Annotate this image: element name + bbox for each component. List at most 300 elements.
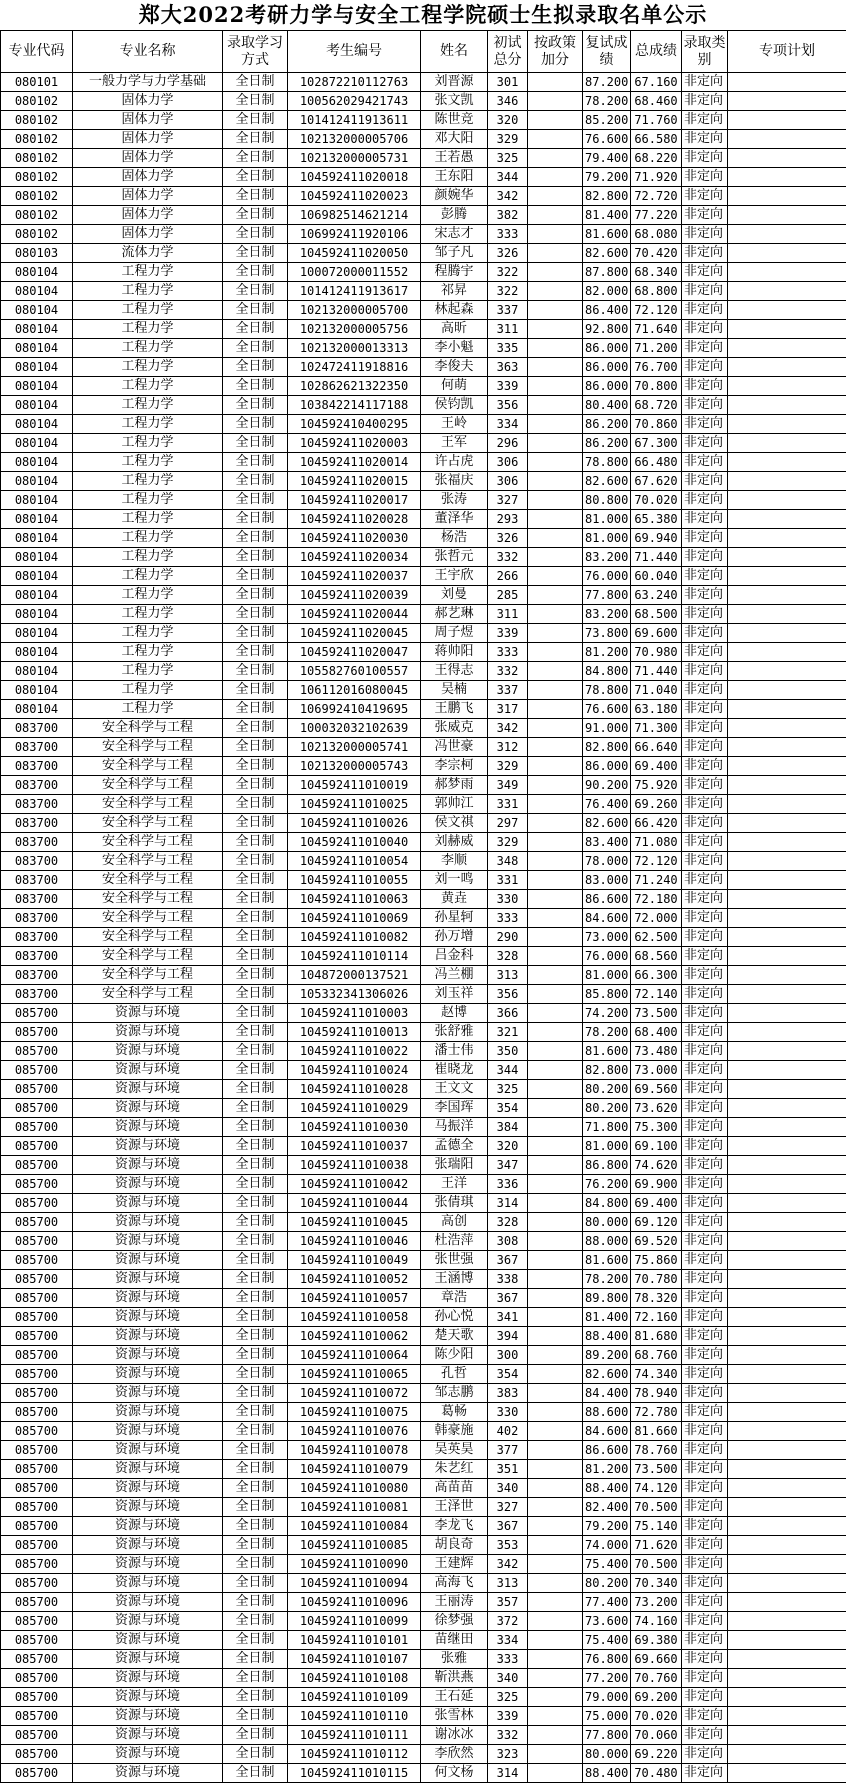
retest-score-cell: 81.600 — [583, 225, 631, 244]
total-score-cell: 68.400 — [631, 1023, 682, 1042]
total-score-cell: 71.620 — [631, 1536, 682, 1555]
student-name-cell: 侯文祺 — [421, 814, 488, 833]
initial-score-cell: 349 — [488, 776, 528, 795]
student-name-cell: 邹子凡 — [421, 244, 488, 263]
study-mode-cell: 全日制 — [223, 966, 288, 985]
special-plan-cell — [728, 1612, 846, 1631]
retest-score-cell: 84.600 — [583, 909, 631, 928]
total-score-cell: 67.620 — [631, 472, 682, 491]
admission-category-cell: 非定向 — [682, 1213, 728, 1232]
special-plan-cell — [728, 1365, 846, 1384]
major-name-cell: 资源与环境 — [73, 1061, 223, 1080]
policy-bonus-cell — [528, 795, 583, 814]
study-mode-cell: 全日制 — [223, 719, 288, 738]
special-plan-cell — [728, 1156, 846, 1175]
major-code-cell: 085700 — [1, 1669, 73, 1688]
retest-score-cell: 80.000 — [583, 1213, 631, 1232]
initial-score-cell: 313 — [488, 966, 528, 985]
study-mode-cell: 全日制 — [223, 1460, 288, 1479]
total-score-cell: 71.640 — [631, 320, 682, 339]
special-plan-cell — [728, 1118, 846, 1137]
student-name-cell: 王东阳 — [421, 168, 488, 187]
table-row — [1, 1517, 846, 1536]
total-score-cell: 78.760 — [631, 1441, 682, 1460]
major-name-cell: 安全科学与工程 — [73, 966, 223, 985]
retest-score-cell: 81.200 — [583, 1460, 631, 1479]
major-name-cell: 工程力学 — [73, 662, 223, 681]
table-row — [1, 1403, 846, 1422]
exam-id-cell: 104592411020037 — [288, 567, 421, 586]
major-name-cell: 工程力学 — [73, 491, 223, 510]
table-row — [1, 1650, 846, 1669]
major-code-cell: 080104 — [1, 415, 73, 434]
retest-score-cell: 73.800 — [583, 624, 631, 643]
policy-bonus-cell — [528, 1403, 583, 1422]
table-row — [1, 1498, 846, 1517]
retest-score-cell: 76.000 — [583, 567, 631, 586]
special-plan-cell — [728, 814, 846, 833]
major-name-cell: 资源与环境 — [73, 1688, 223, 1707]
admission-category-cell: 非定向 — [682, 947, 728, 966]
retest-score-cell: 87.200 — [583, 73, 631, 92]
student-name-cell: 陈世竞 — [421, 111, 488, 130]
major-name-cell: 资源与环境 — [73, 1042, 223, 1061]
student-name-cell: 郝梦雨 — [421, 776, 488, 795]
major-name-cell: 资源与环境 — [73, 1669, 223, 1688]
admission-category-cell: 非定向 — [682, 92, 728, 111]
study-mode-cell: 全日制 — [223, 491, 288, 510]
initial-score-cell: 322 — [488, 263, 528, 282]
retest-score-cell: 86.200 — [583, 434, 631, 453]
major-name-cell: 资源与环境 — [73, 1346, 223, 1365]
table-row — [1, 833, 846, 852]
study-mode-cell: 全日制 — [223, 624, 288, 643]
table-row — [1, 1327, 846, 1346]
admission-category-cell: 非定向 — [682, 985, 728, 1004]
exam-id-cell: 104592411020028 — [288, 510, 421, 529]
total-score-cell: 68.500 — [631, 605, 682, 624]
admission-category-cell: 非定向 — [682, 434, 728, 453]
exam-id-cell: 104592411010084 — [288, 1517, 421, 1536]
major-name-cell: 安全科学与工程 — [73, 757, 223, 776]
major-name-cell: 安全科学与工程 — [73, 909, 223, 928]
study-mode-cell: 全日制 — [223, 339, 288, 358]
initial-score-cell: 334 — [488, 1631, 528, 1650]
policy-bonus-cell — [528, 567, 583, 586]
total-score-cell: 69.380 — [631, 1631, 682, 1650]
admission-category-cell: 非定向 — [682, 776, 728, 795]
initial-score-cell: 356 — [488, 396, 528, 415]
major-name-cell: 工程力学 — [73, 529, 223, 548]
policy-bonus-cell — [528, 244, 583, 263]
major-code-cell: 085700 — [1, 1194, 73, 1213]
major-code-cell: 080103 — [1, 244, 73, 263]
policy-bonus-cell — [528, 548, 583, 567]
admission-category-cell: 非定向 — [682, 1061, 728, 1080]
retest-score-cell: 78.200 — [583, 92, 631, 111]
total-score-cell: 68.340 — [631, 263, 682, 282]
policy-bonus-cell — [528, 320, 583, 339]
special-plan-cell — [728, 415, 846, 434]
exam-id-cell: 104592411010029 — [288, 1099, 421, 1118]
major-code-cell: 085700 — [1, 1498, 73, 1517]
total-score-cell: 71.040 — [631, 681, 682, 700]
retest-score-cell: 77.200 — [583, 1669, 631, 1688]
study-mode-cell: 全日制 — [223, 1536, 288, 1555]
major-code-cell: 085700 — [1, 1384, 73, 1403]
admission-category-cell: 非定向 — [682, 567, 728, 586]
initial-score-cell: 384 — [488, 1118, 528, 1137]
student-name-cell: 王鹏飞 — [421, 700, 488, 719]
initial-score-cell: 321 — [488, 1023, 528, 1042]
initial-score-cell: 348 — [488, 852, 528, 871]
study-mode-cell: 全日制 — [223, 1156, 288, 1175]
student-name-cell: 王得志 — [421, 662, 488, 681]
header-study-mode: 录取学习方式 — [223, 31, 288, 73]
special-plan-cell — [728, 73, 846, 92]
special-plan-cell — [728, 472, 846, 491]
study-mode-cell: 全日制 — [223, 1384, 288, 1403]
student-name-cell: 孙万增 — [421, 928, 488, 947]
table-row — [1, 1631, 846, 1650]
total-score-cell: 69.560 — [631, 1080, 682, 1099]
student-name-cell: 孙心悦 — [421, 1308, 488, 1327]
major-name-cell: 安全科学与工程 — [73, 947, 223, 966]
admission-category-cell: 非定向 — [682, 472, 728, 491]
study-mode-cell: 全日制 — [223, 225, 288, 244]
admission-category-cell: 非定向 — [682, 149, 728, 168]
policy-bonus-cell — [528, 1726, 583, 1745]
exam-id-cell: 104592411020014 — [288, 453, 421, 472]
special-plan-cell — [728, 1574, 846, 1593]
major-code-cell: 085700 — [1, 1650, 73, 1669]
policy-bonus-cell — [528, 263, 583, 282]
total-score-cell: 75.860 — [631, 1251, 682, 1270]
special-plan-cell — [728, 1460, 846, 1479]
student-name-cell: 胡良奇 — [421, 1536, 488, 1555]
retest-score-cell: 86.400 — [583, 301, 631, 320]
initial-score-cell: 367 — [488, 1289, 528, 1308]
student-name-cell: 陈少阳 — [421, 1346, 488, 1365]
exam-id-cell: 102132000005743 — [288, 757, 421, 776]
major-code-cell: 085700 — [1, 1479, 73, 1498]
policy-bonus-cell — [528, 757, 583, 776]
major-code-cell: 085700 — [1, 1612, 73, 1631]
policy-bonus-cell — [528, 1707, 583, 1726]
special-plan-cell — [728, 1479, 846, 1498]
retest-score-cell: 82.800 — [583, 738, 631, 757]
total-score-cell: 69.100 — [631, 1137, 682, 1156]
major-name-cell: 资源与环境 — [73, 1536, 223, 1555]
major-code-cell: 085700 — [1, 1745, 73, 1764]
major-code-cell: 083700 — [1, 795, 73, 814]
initial-score-cell: 337 — [488, 301, 528, 320]
exam-id-cell: 104592411010057 — [288, 1289, 421, 1308]
special-plan-cell — [728, 111, 846, 130]
retest-score-cell: 88.600 — [583, 1403, 631, 1422]
study-mode-cell: 全日制 — [223, 605, 288, 624]
total-score-cell: 69.220 — [631, 1745, 682, 1764]
initial-score-cell: 333 — [488, 909, 528, 928]
admission-category-cell: 非定向 — [682, 1612, 728, 1631]
retest-score-cell: 88.000 — [583, 1232, 631, 1251]
student-name-cell: 李小魁 — [421, 339, 488, 358]
retest-score-cell: 81.600 — [583, 1251, 631, 1270]
initial-score-cell: 314 — [488, 1764, 528, 1783]
student-name-cell: 张倩琪 — [421, 1194, 488, 1213]
study-mode-cell: 全日制 — [223, 1023, 288, 1042]
exam-id-cell: 104592411010064 — [288, 1346, 421, 1365]
study-mode-cell: 全日制 — [223, 130, 288, 149]
exam-id-cell: 104592411010028 — [288, 1080, 421, 1099]
policy-bonus-cell — [528, 453, 583, 472]
exam-id-cell: 104592411010075 — [288, 1403, 421, 1422]
major-name-cell: 资源与环境 — [73, 1289, 223, 1308]
major-code-cell: 085700 — [1, 1308, 73, 1327]
study-mode-cell: 全日制 — [223, 1707, 288, 1726]
major-name-cell: 资源与环境 — [73, 1726, 223, 1745]
major-name-cell: 资源与环境 — [73, 1251, 223, 1270]
study-mode-cell: 全日制 — [223, 320, 288, 339]
exam-id-cell: 102132000005731 — [288, 149, 421, 168]
major-code-cell: 080104 — [1, 320, 73, 339]
policy-bonus-cell — [528, 377, 583, 396]
major-name-cell: 资源与环境 — [73, 1612, 223, 1631]
table-row — [1, 453, 846, 472]
retest-score-cell: 79.000 — [583, 1688, 631, 1707]
retest-score-cell: 81.000 — [583, 510, 631, 529]
major-name-cell: 安全科学与工程 — [73, 719, 223, 738]
special-plan-cell — [728, 149, 846, 168]
initial-score-cell: 300 — [488, 1346, 528, 1365]
exam-id-cell: 102872210112763 — [288, 73, 421, 92]
initial-score-cell: 329 — [488, 757, 528, 776]
table-row — [1, 681, 846, 700]
policy-bonus-cell — [528, 434, 583, 453]
table-row — [1, 624, 846, 643]
total-score-cell: 68.560 — [631, 947, 682, 966]
retest-score-cell: 86.600 — [583, 890, 631, 909]
student-name-cell: 何文杨 — [421, 1764, 488, 1783]
total-score-cell: 72.000 — [631, 909, 682, 928]
initial-score-cell: 323 — [488, 1745, 528, 1764]
exam-id-cell: 104592411010044 — [288, 1194, 421, 1213]
special-plan-cell — [728, 1707, 846, 1726]
major-code-cell: 080102 — [1, 92, 73, 111]
policy-bonus-cell — [528, 1042, 583, 1061]
major-name-cell: 安全科学与工程 — [73, 776, 223, 795]
admission-category-cell: 非定向 — [682, 1574, 728, 1593]
total-score-cell: 69.200 — [631, 1688, 682, 1707]
exam-id-cell: 104592411010055 — [288, 871, 421, 890]
retest-score-cell: 86.600 — [583, 1441, 631, 1460]
initial-score-cell: 331 — [488, 871, 528, 890]
exam-id-cell: 104592411010054 — [288, 852, 421, 871]
study-mode-cell: 全日制 — [223, 909, 288, 928]
table-row — [1, 187, 846, 206]
table-row — [1, 1080, 846, 1099]
initial-score-cell: 313 — [488, 1574, 528, 1593]
student-name-cell: 李顺 — [421, 852, 488, 871]
initial-score-cell: 330 — [488, 890, 528, 909]
admission-category-cell: 非定向 — [682, 187, 728, 206]
major-name-cell: 安全科学与工程 — [73, 795, 223, 814]
initial-score-cell: 327 — [488, 491, 528, 510]
study-mode-cell: 全日制 — [223, 1289, 288, 1308]
policy-bonus-cell — [528, 871, 583, 890]
header-retest-score: 复试成绩 — [583, 31, 631, 73]
major-code-cell: 085700 — [1, 1270, 73, 1289]
exam-id-cell: 104592411020044 — [288, 605, 421, 624]
initial-score-cell: 325 — [488, 1688, 528, 1707]
initial-score-cell: 402 — [488, 1422, 528, 1441]
study-mode-cell: 全日制 — [223, 1042, 288, 1061]
exam-id-cell: 104592411010094 — [288, 1574, 421, 1593]
retest-score-cell: 84.800 — [583, 1194, 631, 1213]
study-mode-cell: 全日制 — [223, 1251, 288, 1270]
table-row — [1, 434, 846, 453]
policy-bonus-cell — [528, 1175, 583, 1194]
table-row — [1, 1460, 846, 1479]
initial-score-cell: 383 — [488, 1384, 528, 1403]
table-row — [1, 909, 846, 928]
retest-score-cell: 74.000 — [583, 1536, 631, 1555]
study-mode-cell: 全日制 — [223, 662, 288, 681]
study-mode-cell: 全日制 — [223, 358, 288, 377]
major-name-cell: 资源与环境 — [73, 1555, 223, 1574]
special-plan-cell — [728, 491, 846, 510]
policy-bonus-cell — [528, 1764, 583, 1783]
retest-score-cell: 80.000 — [583, 1745, 631, 1764]
policy-bonus-cell — [528, 1194, 583, 1213]
major-name-cell: 工程力学 — [73, 567, 223, 586]
admission-category-cell: 非定向 — [682, 700, 728, 719]
admission-category-cell: 非定向 — [682, 1745, 728, 1764]
admission-category-cell: 非定向 — [682, 1270, 728, 1289]
retest-score-cell: 82.800 — [583, 1061, 631, 1080]
table-row — [1, 396, 846, 415]
study-mode-cell: 全日制 — [223, 871, 288, 890]
initial-score-cell: 308 — [488, 1232, 528, 1251]
student-name-cell: 刘赫威 — [421, 833, 488, 852]
retest-score-cell: 81.000 — [583, 529, 631, 548]
major-name-cell: 安全科学与工程 — [73, 890, 223, 909]
major-name-cell: 资源与环境 — [73, 1175, 223, 1194]
admission-category-cell: 非定向 — [682, 1460, 728, 1479]
initial-score-cell: 363 — [488, 358, 528, 377]
retest-score-cell: 82.600 — [583, 244, 631, 263]
table-row — [1, 244, 846, 263]
study-mode-cell: 全日制 — [223, 1175, 288, 1194]
special-plan-cell — [728, 719, 846, 738]
major-code-cell: 083700 — [1, 985, 73, 1004]
major-code-cell: 085700 — [1, 1403, 73, 1422]
study-mode-cell: 全日制 — [223, 1441, 288, 1460]
retest-score-cell: 90.200 — [583, 776, 631, 795]
special-plan-cell — [728, 985, 846, 1004]
policy-bonus-cell — [528, 1346, 583, 1365]
table-row — [1, 339, 846, 358]
student-name-cell: 李欣然 — [421, 1745, 488, 1764]
major-name-cell: 固体力学 — [73, 130, 223, 149]
retest-score-cell: 85.800 — [583, 985, 631, 1004]
initial-score-cell: 333 — [488, 225, 528, 244]
policy-bonus-cell — [528, 719, 583, 738]
total-score-cell: 77.220 — [631, 206, 682, 225]
table-row — [1, 1156, 846, 1175]
student-name-cell: 楚天歌 — [421, 1327, 488, 1346]
study-mode-cell: 全日制 — [223, 1517, 288, 1536]
table-row — [1, 662, 846, 681]
student-name-cell: 张福庆 — [421, 472, 488, 491]
admission-category-cell: 非定向 — [682, 1498, 728, 1517]
student-name-cell: 李宗柯 — [421, 757, 488, 776]
table-row — [1, 1137, 846, 1156]
special-plan-cell — [728, 282, 846, 301]
policy-bonus-cell — [528, 947, 583, 966]
policy-bonus-cell — [528, 1498, 583, 1517]
major-name-cell: 资源与环境 — [73, 1365, 223, 1384]
study-mode-cell: 全日制 — [223, 1232, 288, 1251]
major-code-cell: 080104 — [1, 282, 73, 301]
study-mode-cell: 全日制 — [223, 1669, 288, 1688]
initial-score-cell: 333 — [488, 1650, 528, 1669]
study-mode-cell: 全日制 — [223, 1099, 288, 1118]
policy-bonus-cell — [528, 1156, 583, 1175]
total-score-cell: 68.800 — [631, 282, 682, 301]
major-code-cell: 083700 — [1, 757, 73, 776]
special-plan-cell — [728, 320, 846, 339]
retest-score-cell: 77.400 — [583, 1593, 631, 1612]
exam-id-cell: 104592411010108 — [288, 1669, 421, 1688]
total-score-cell: 72.160 — [631, 1308, 682, 1327]
admission-category-cell: 非定向 — [682, 1403, 728, 1422]
study-mode-cell: 全日制 — [223, 1194, 288, 1213]
policy-bonus-cell — [528, 985, 583, 1004]
study-mode-cell: 全日制 — [223, 795, 288, 814]
major-code-cell: 085700 — [1, 1460, 73, 1479]
retest-score-cell: 86.000 — [583, 339, 631, 358]
special-plan-cell — [728, 890, 846, 909]
total-score-cell: 70.860 — [631, 415, 682, 434]
major-code-cell: 085700 — [1, 1080, 73, 1099]
initial-score-cell: 306 — [488, 453, 528, 472]
total-score-cell: 73.620 — [631, 1099, 682, 1118]
policy-bonus-cell — [528, 168, 583, 187]
initial-score-cell: 332 — [488, 662, 528, 681]
major-code-cell: 080104 — [1, 624, 73, 643]
study-mode-cell: 全日制 — [223, 168, 288, 187]
admission-category-cell: 非定向 — [682, 738, 728, 757]
study-mode-cell: 全日制 — [223, 1631, 288, 1650]
major-name-cell: 资源与环境 — [73, 1156, 223, 1175]
major-code-cell: 085700 — [1, 1555, 73, 1574]
major-name-cell: 资源与环境 — [73, 1023, 223, 1042]
policy-bonus-cell — [528, 1555, 583, 1574]
total-score-cell: 71.300 — [631, 719, 682, 738]
policy-bonus-cell — [528, 1631, 583, 1650]
special-plan-cell — [728, 92, 846, 111]
retest-score-cell: 82.600 — [583, 1365, 631, 1384]
study-mode-cell: 全日制 — [223, 985, 288, 1004]
total-score-cell: 81.660 — [631, 1422, 682, 1441]
retest-score-cell: 84.600 — [583, 1422, 631, 1441]
special-plan-cell — [728, 1403, 846, 1422]
table-row — [1, 1555, 846, 1574]
major-name-cell: 工程力学 — [73, 472, 223, 491]
initial-score-cell: 311 — [488, 605, 528, 624]
total-score-cell: 73.500 — [631, 1004, 682, 1023]
